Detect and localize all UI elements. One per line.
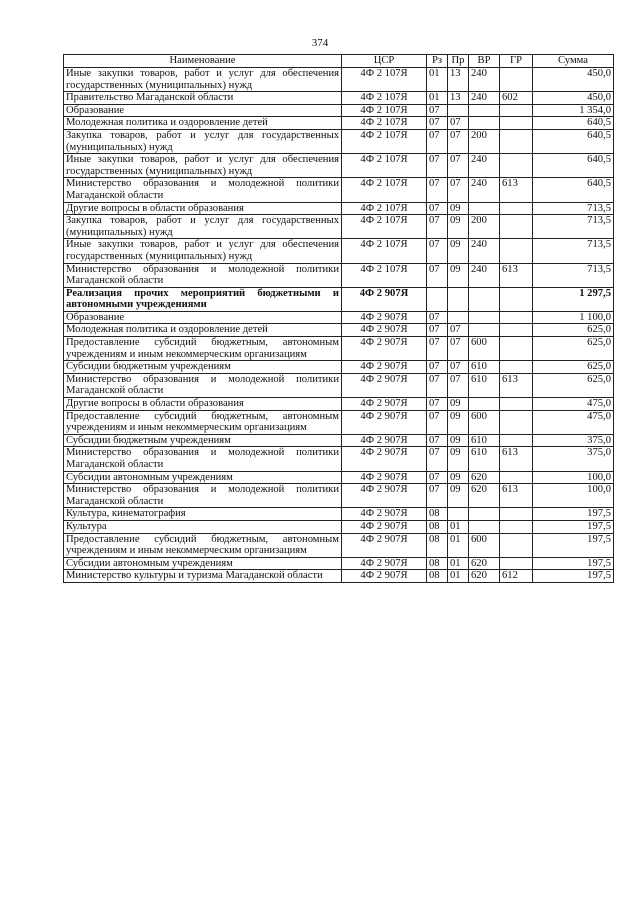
row-rz: 07 bbox=[427, 337, 448, 361]
table-row bbox=[64, 129, 614, 153]
row-sum: 640,5 bbox=[533, 178, 614, 202]
row-csr: 4Ф 2 107Я bbox=[342, 215, 427, 239]
table-row bbox=[64, 398, 614, 411]
row-rz: 07 bbox=[427, 215, 448, 239]
row-name: Министерство образования и молодежной политики Магаданской области bbox=[64, 178, 342, 202]
row-sum: 450,0 bbox=[533, 68, 614, 92]
row-name: Субсидии бюджетным учреждениям bbox=[64, 434, 342, 447]
row-pr bbox=[448, 287, 469, 311]
row-rz: 07 bbox=[427, 154, 448, 178]
row-csr: 4Ф 2 907Я bbox=[342, 533, 427, 557]
table-row bbox=[64, 373, 614, 397]
row-name: Предоставление субсидий бюджетным, автономным учреждениям и иным некоммерческим организациям bbox=[64, 410, 342, 434]
row-vr bbox=[469, 117, 500, 130]
row-vr: 200 bbox=[469, 215, 500, 239]
row-gr: 613 bbox=[500, 263, 533, 287]
row-gr bbox=[500, 287, 533, 311]
header-sum: Сумма bbox=[533, 55, 614, 68]
row-gr bbox=[500, 337, 533, 361]
row-pr: 01 bbox=[448, 557, 469, 570]
row-sum: 375,0 bbox=[533, 434, 614, 447]
row-vr: 240 bbox=[469, 178, 500, 202]
row-rz: 07 bbox=[427, 471, 448, 484]
row-gr: 613 bbox=[500, 484, 533, 508]
row-csr: 4Ф 2 907Я bbox=[342, 557, 427, 570]
table-row bbox=[64, 239, 614, 263]
table-row bbox=[64, 215, 614, 239]
row-gr: 613 bbox=[500, 373, 533, 397]
row-sum: 640,5 bbox=[533, 154, 614, 178]
row-rz: 07 bbox=[427, 324, 448, 337]
table-row bbox=[64, 447, 614, 471]
row-name: Министерство образования и молодежной политики Магаданской области bbox=[64, 447, 342, 471]
row-vr bbox=[469, 324, 500, 337]
row-name: Министерство культуры и туризма Магаданской области bbox=[64, 570, 342, 583]
row-vr: 240 bbox=[469, 68, 500, 92]
row-csr: 4Ф 2 107Я bbox=[342, 129, 427, 153]
row-pr: 01 bbox=[448, 520, 469, 533]
row-sum: 713,5 bbox=[533, 263, 614, 287]
row-rz: 07 bbox=[427, 311, 448, 324]
row-name: Иные закупки товаров, работ и услуг для обеспечения государственных (муниципальных) нужд bbox=[64, 154, 342, 178]
row-pr: 09 bbox=[448, 410, 469, 434]
row-csr: 4Ф 2 107Я bbox=[342, 68, 427, 92]
header-vr: ВР bbox=[469, 55, 500, 68]
row-sum: 197,5 bbox=[533, 570, 614, 583]
row-csr: 4Ф 2 107Я bbox=[342, 178, 427, 202]
row-sum: 1 354,0 bbox=[533, 104, 614, 117]
row-gr bbox=[500, 104, 533, 117]
row-rz: 01 bbox=[427, 92, 448, 105]
row-sum: 625,0 bbox=[533, 361, 614, 374]
row-sum: 197,5 bbox=[533, 508, 614, 521]
row-gr bbox=[500, 398, 533, 411]
row-vr: 240 bbox=[469, 92, 500, 105]
row-sum: 713,5 bbox=[533, 202, 614, 215]
header-csr: ЦСР bbox=[342, 55, 427, 68]
row-rz: 07 bbox=[427, 484, 448, 508]
row-rz: 07 bbox=[427, 117, 448, 130]
table-row bbox=[64, 117, 614, 130]
row-rz: 07 bbox=[427, 410, 448, 434]
row-gr bbox=[500, 239, 533, 263]
table-row bbox=[64, 557, 614, 570]
row-name: Субсидии автономным учреждениям bbox=[64, 471, 342, 484]
row-vr bbox=[469, 202, 500, 215]
row-csr: 4Ф 2 107Я bbox=[342, 117, 427, 130]
row-sum: 100,0 bbox=[533, 471, 614, 484]
row-vr: 610 bbox=[469, 373, 500, 397]
row-gr bbox=[500, 410, 533, 434]
row-csr: 4Ф 2 907Я bbox=[342, 447, 427, 471]
row-csr: 4Ф 2 107Я bbox=[342, 263, 427, 287]
row-name: Другие вопросы в области образования bbox=[64, 398, 342, 411]
row-gr bbox=[500, 154, 533, 178]
row-gr bbox=[500, 520, 533, 533]
table-row bbox=[64, 324, 614, 337]
table-row bbox=[64, 263, 614, 287]
row-name: Закупка товаров, работ и услуг для государственных (муниципальных) нужд bbox=[64, 129, 342, 153]
table-row bbox=[64, 434, 614, 447]
table-row bbox=[64, 287, 614, 311]
row-name: Министерство образования и молодежной политики Магаданской области bbox=[64, 263, 342, 287]
header-pr: Пр bbox=[448, 55, 469, 68]
row-csr: 4Ф 2 107Я bbox=[342, 154, 427, 178]
row-pr: 07 bbox=[448, 337, 469, 361]
row-csr: 4Ф 2 907Я bbox=[342, 311, 427, 324]
row-pr: 09 bbox=[448, 202, 469, 215]
row-sum: 1 297,5 bbox=[533, 287, 614, 311]
row-vr bbox=[469, 104, 500, 117]
row-name: Другие вопросы в области образования bbox=[64, 202, 342, 215]
row-name: Закупка товаров, работ и услуг для государственных (муниципальных) нужд bbox=[64, 215, 342, 239]
header-name: Наименование bbox=[64, 55, 342, 68]
table-row bbox=[64, 484, 614, 508]
row-pr: 09 bbox=[448, 215, 469, 239]
row-rz: 07 bbox=[427, 263, 448, 287]
row-vr: 240 bbox=[469, 263, 500, 287]
header-gr: ГР bbox=[500, 55, 533, 68]
table-row bbox=[64, 520, 614, 533]
row-rz: 07 bbox=[427, 202, 448, 215]
row-pr: 07 bbox=[448, 117, 469, 130]
row-vr bbox=[469, 508, 500, 521]
row-rz: 08 bbox=[427, 508, 448, 521]
table-row bbox=[64, 68, 614, 92]
row-sum: 625,0 bbox=[533, 373, 614, 397]
row-sum: 625,0 bbox=[533, 324, 614, 337]
row-pr: 09 bbox=[448, 239, 469, 263]
row-pr: 09 bbox=[448, 471, 469, 484]
row-csr: 4Ф 2 907Я bbox=[342, 471, 427, 484]
row-sum: 197,5 bbox=[533, 557, 614, 570]
row-rz: 07 bbox=[427, 178, 448, 202]
table-body bbox=[64, 68, 614, 583]
row-gr bbox=[500, 311, 533, 324]
row-name: Культура bbox=[64, 520, 342, 533]
table-row bbox=[64, 337, 614, 361]
row-pr: 07 bbox=[448, 154, 469, 178]
table-row bbox=[64, 311, 614, 324]
row-sum: 713,5 bbox=[533, 239, 614, 263]
row-gr: 613 bbox=[500, 447, 533, 471]
table-row bbox=[64, 92, 614, 105]
row-name: Министерство образования и молодежной политики Магаданской области bbox=[64, 484, 342, 508]
row-sum: 640,5 bbox=[533, 129, 614, 153]
budget-table bbox=[63, 54, 614, 583]
row-gr bbox=[500, 533, 533, 557]
row-sum: 100,0 bbox=[533, 484, 614, 508]
row-gr: 602 bbox=[500, 92, 533, 105]
row-name: Образование bbox=[64, 311, 342, 324]
row-name: Иные закупки товаров, работ и услуг для обеспечения государственных (муниципальных) нужд bbox=[64, 239, 342, 263]
row-vr: 610 bbox=[469, 434, 500, 447]
row-csr: 4Ф 2 907Я bbox=[342, 508, 427, 521]
row-vr bbox=[469, 287, 500, 311]
row-vr: 620 bbox=[469, 570, 500, 583]
row-pr bbox=[448, 311, 469, 324]
table-row bbox=[64, 570, 614, 583]
row-name: Правительство Магаданской области bbox=[64, 92, 342, 105]
row-sum: 197,5 bbox=[533, 520, 614, 533]
row-vr bbox=[469, 520, 500, 533]
row-pr: 07 bbox=[448, 373, 469, 397]
row-rz: 07 bbox=[427, 398, 448, 411]
row-gr bbox=[500, 557, 533, 570]
row-name: Предоставление субсидий бюджетным, автономным учреждениям и иным некоммерческим организациям bbox=[64, 337, 342, 361]
table-row bbox=[64, 154, 614, 178]
row-name: Молодежная политика и оздоровление детей bbox=[64, 117, 342, 130]
table-row bbox=[64, 178, 614, 202]
row-sum: 475,0 bbox=[533, 398, 614, 411]
row-rz: 07 bbox=[427, 129, 448, 153]
table-row bbox=[64, 104, 614, 117]
table-row bbox=[64, 410, 614, 434]
row-pr: 13 bbox=[448, 68, 469, 92]
row-gr bbox=[500, 508, 533, 521]
row-rz: 01 bbox=[427, 68, 448, 92]
row-rz: 07 bbox=[427, 447, 448, 471]
row-rz: 07 bbox=[427, 373, 448, 397]
row-vr: 240 bbox=[469, 239, 500, 263]
row-csr: 4Ф 2 907Я bbox=[342, 373, 427, 397]
row-csr: 4Ф 2 907Я bbox=[342, 434, 427, 447]
row-csr: 4Ф 2 107Я bbox=[342, 239, 427, 263]
row-csr: 4Ф 2 907Я bbox=[342, 337, 427, 361]
row-gr bbox=[500, 215, 533, 239]
row-rz: 08 bbox=[427, 520, 448, 533]
row-pr: 07 bbox=[448, 129, 469, 153]
row-gr bbox=[500, 202, 533, 215]
row-csr: 4Ф 2 107Я bbox=[342, 202, 427, 215]
row-name: Предоставление субсидий бюджетным, автономным учреждениям и иным некоммерческим организациям bbox=[64, 533, 342, 557]
row-name: Образование bbox=[64, 104, 342, 117]
row-gr bbox=[500, 471, 533, 484]
table-row bbox=[64, 508, 614, 521]
row-vr: 610 bbox=[469, 361, 500, 374]
row-sum: 450,0 bbox=[533, 92, 614, 105]
row-sum: 1 100,0 bbox=[533, 311, 614, 324]
row-gr bbox=[500, 117, 533, 130]
row-vr bbox=[469, 311, 500, 324]
table-row bbox=[64, 471, 614, 484]
row-rz: 08 bbox=[427, 557, 448, 570]
row-csr: 4Ф 2 107Я bbox=[342, 92, 427, 105]
row-pr: 09 bbox=[448, 263, 469, 287]
row-vr: 620 bbox=[469, 484, 500, 508]
row-sum: 475,0 bbox=[533, 410, 614, 434]
row-gr bbox=[500, 434, 533, 447]
row-vr: 620 bbox=[469, 557, 500, 570]
table-header-row bbox=[64, 55, 614, 68]
row-pr bbox=[448, 508, 469, 521]
row-gr bbox=[500, 324, 533, 337]
row-pr: 07 bbox=[448, 178, 469, 202]
row-name: Министерство образования и молодежной политики Магаданской области bbox=[64, 373, 342, 397]
table-row bbox=[64, 533, 614, 557]
row-rz: 07 bbox=[427, 361, 448, 374]
row-csr: 4Ф 2 907Я bbox=[342, 324, 427, 337]
table-row bbox=[64, 202, 614, 215]
row-sum: 197,5 bbox=[533, 533, 614, 557]
row-csr: 4Ф 2 907Я bbox=[342, 398, 427, 411]
row-csr: 4Ф 2 107Я bbox=[342, 104, 427, 117]
row-sum: 375,0 bbox=[533, 447, 614, 471]
row-rz: 08 bbox=[427, 570, 448, 583]
row-vr: 240 bbox=[469, 154, 500, 178]
row-name: Субсидии автономным учреждениям bbox=[64, 557, 342, 570]
row-csr: 4Ф 2 907Я bbox=[342, 520, 427, 533]
row-gr bbox=[500, 68, 533, 92]
row-name: Молодежная политика и оздоровление детей bbox=[64, 324, 342, 337]
header-rz: Рз bbox=[427, 55, 448, 68]
row-rz bbox=[427, 287, 448, 311]
table-row bbox=[64, 361, 614, 374]
row-pr: 07 bbox=[448, 324, 469, 337]
row-vr bbox=[469, 398, 500, 411]
row-pr: 01 bbox=[448, 570, 469, 583]
row-gr: 613 bbox=[500, 178, 533, 202]
row-name: Иные закупки товаров, работ и услуг для обеспечения государственных (муниципальных) нужд bbox=[64, 68, 342, 92]
row-sum: 625,0 bbox=[533, 337, 614, 361]
row-name: Субсидии бюджетным учреждениям bbox=[64, 361, 342, 374]
row-csr: 4Ф 2 907Я bbox=[342, 361, 427, 374]
row-vr: 200 bbox=[469, 129, 500, 153]
row-vr: 620 bbox=[469, 471, 500, 484]
row-csr: 4Ф 2 907Я bbox=[342, 287, 427, 311]
page-number: 374 bbox=[311, 37, 329, 49]
row-name: Реализация прочих мероприятий бюджетными и автономными учреждениями bbox=[64, 287, 342, 311]
row-csr: 4Ф 2 907Я bbox=[342, 410, 427, 434]
row-pr: 01 bbox=[448, 533, 469, 557]
row-pr: 13 bbox=[448, 92, 469, 105]
row-vr: 600 bbox=[469, 410, 500, 434]
row-pr bbox=[448, 104, 469, 117]
row-name: Культура, кинематография bbox=[64, 508, 342, 521]
row-vr: 600 bbox=[469, 337, 500, 361]
row-pr: 09 bbox=[448, 447, 469, 471]
row-pr: 09 bbox=[448, 434, 469, 447]
row-gr bbox=[500, 129, 533, 153]
row-vr: 600 bbox=[469, 533, 500, 557]
row-rz: 08 bbox=[427, 533, 448, 557]
row-sum: 640,5 bbox=[533, 117, 614, 130]
row-rz: 07 bbox=[427, 239, 448, 263]
row-pr: 09 bbox=[448, 484, 469, 508]
row-pr: 07 bbox=[448, 361, 469, 374]
row-gr bbox=[500, 361, 533, 374]
row-vr: 610 bbox=[469, 447, 500, 471]
row-sum: 713,5 bbox=[533, 215, 614, 239]
row-csr: 4Ф 2 907Я bbox=[342, 484, 427, 508]
row-rz: 07 bbox=[427, 434, 448, 447]
row-gr: 612 bbox=[500, 570, 533, 583]
row-rz: 07 bbox=[427, 104, 448, 117]
row-pr: 09 bbox=[448, 398, 469, 411]
row-csr: 4Ф 2 907Я bbox=[342, 570, 427, 583]
